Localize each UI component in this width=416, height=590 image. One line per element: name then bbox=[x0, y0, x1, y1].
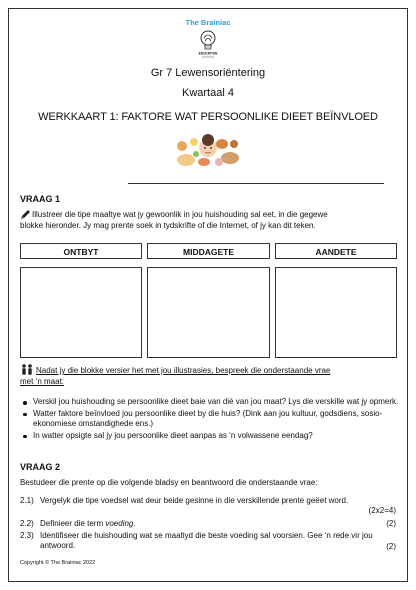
list-item: Verskil jou huishouding se persoonlike dieet baie van dié van jou maat? Lys die verskille wat jy opmerk. bbox=[33, 397, 413, 408]
question-2-3 bbox=[20, 531, 396, 553]
question-marks: (2) bbox=[386, 519, 396, 528]
dinner-drawing-box[interactable] bbox=[275, 267, 397, 358]
brand-name: The Brainiac bbox=[185, 18, 231, 27]
question-marks: (2x2=4) bbox=[368, 506, 396, 515]
divider-line bbox=[128, 183, 384, 184]
question-2-2 bbox=[20, 519, 396, 530]
list-item: Watter faktore beïnvloed jou persoonlike dieet by die huis? (Dink aan jou kultuur, godsdiens, sosio-ekonomiese omstandighede ens.) bbox=[33, 409, 413, 430]
question-number: 2.2) bbox=[20, 519, 34, 528]
question-number: 2.3) bbox=[20, 531, 34, 540]
breakfast-header: ONTBYT bbox=[20, 243, 142, 259]
question-number: 2.1) bbox=[20, 496, 34, 505]
worksheet-title: WERKKAART 1: FAKTORE WAT PERSOONLIKE DIEET BEÏNVLOED bbox=[38, 111, 378, 123]
question-1-heading: VRAAG 1 bbox=[20, 194, 61, 204]
discussion-instruction-line-1: Nadat jy die blokke versier het met jou illustrasies, bespreek die onderstaande vrae bbox=[36, 366, 331, 375]
question-2-heading: VRAAG 2 bbox=[20, 462, 61, 472]
lunch-header: MIDDAGETE bbox=[147, 243, 270, 259]
question-marks: (2) bbox=[386, 542, 396, 551]
lightbulb-icon bbox=[196, 29, 220, 61]
term-title: Kwartaal 4 bbox=[182, 87, 234, 99]
grade-title: Gr 7 Lewensoriëntering bbox=[150, 67, 266, 79]
dinner-header: AANDETE bbox=[275, 243, 397, 259]
question-1-instruction-line-1: Illustreer die tipe maaltye wat jy gewoonlik in jou huishouding sal eet, in die gegewe bbox=[32, 210, 328, 219]
food-illustration-icon bbox=[174, 132, 242, 172]
list-item: In watter opsigte sal jy jou persoonlike dieet aanpas as ‘n volwassene eendag? bbox=[33, 431, 413, 442]
lunch-drawing-box[interactable] bbox=[147, 267, 270, 358]
question-2-intro: Bestudeer die prente op die volgende bladsy en beantwoord die onderstaande vrae: bbox=[20, 478, 318, 487]
discussion-instruction-line-2: met ‘n maat: bbox=[20, 377, 65, 386]
question-text: Vergelyk die tipe voedsel wat deur beide gesinne in die verskillende prente geëet word. bbox=[40, 496, 349, 505]
question-text: Definieer die term voeding. bbox=[40, 519, 136, 528]
logo-caption: EDUCATION bbox=[198, 51, 218, 56]
copyright-footer: Copyright © The Brainiac 2022 bbox=[20, 560, 96, 566]
question-text: Identifiseer die huishouding wat se maaltyd die beste voeding sal voorsien. Gee ‘n rede vir jou antwoord. bbox=[40, 531, 373, 550]
question-1-instruction-line-2: blokke hieronder. Jy mag prente soek in tydskrifte of die Internet, of jy kan dit teken. bbox=[20, 221, 316, 230]
breakfast-drawing-box[interactable] bbox=[20, 267, 142, 358]
question-2-1 bbox=[20, 496, 396, 517]
discussion-questions-list bbox=[20, 397, 413, 442]
